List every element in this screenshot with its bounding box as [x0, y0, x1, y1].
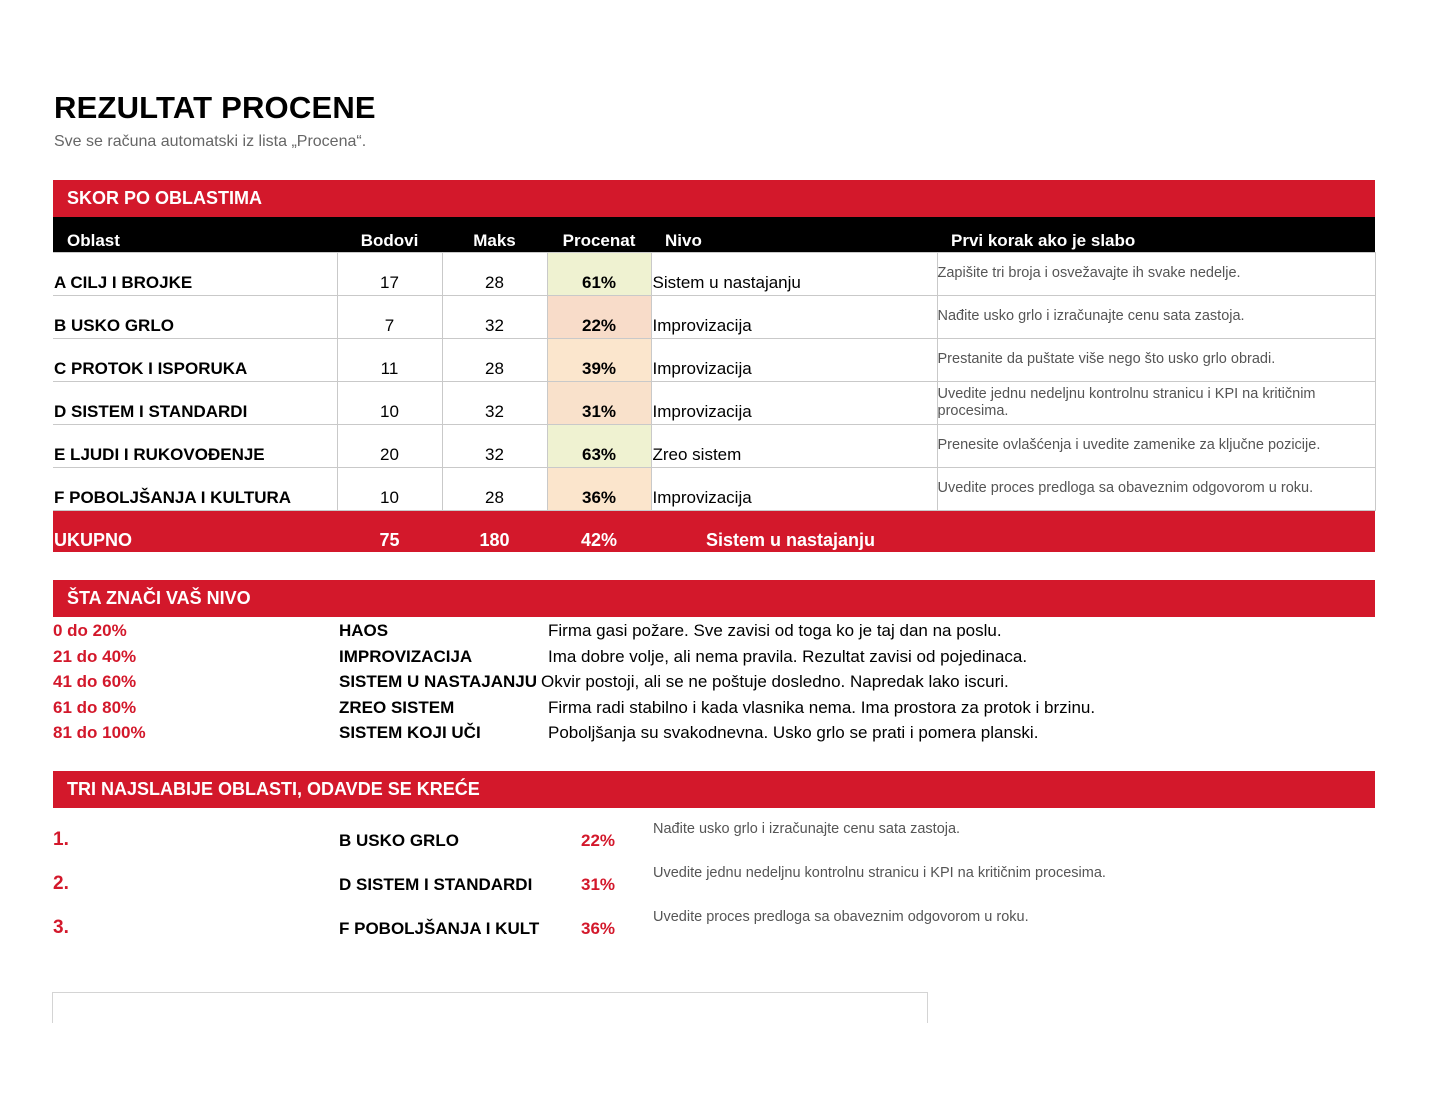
col-header-level: Nivo	[651, 217, 937, 253]
points-value: 7	[337, 296, 442, 339]
points-value: 17	[337, 253, 442, 296]
max-value: 32	[442, 382, 547, 425]
score-row	[53, 339, 1375, 382]
points-value: 20	[337, 425, 442, 468]
level-item	[53, 697, 1375, 723]
score-table	[53, 217, 1376, 552]
weak-first-step: Uvedite proces predloga sa obaveznim odgovorom u roku.	[653, 909, 1029, 925]
level-value: Improvizacija	[651, 382, 937, 425]
weak-area-name: B USKO GRLO	[339, 831, 459, 850]
area-name: C PROTOK I ISPORUKA	[53, 339, 337, 382]
level-name: SISTEM KOJI UČI	[339, 723, 481, 743]
score-table-header	[53, 217, 1375, 253]
level-description: Firma radi stabilno i kada vlasnika nema. Ima prostora za protok i brzinu.	[548, 697, 1096, 717]
weak-rank: 2.	[53, 873, 69, 894]
level-item	[53, 722, 1375, 748]
percent-value: 31%	[547, 382, 651, 425]
score-row	[53, 382, 1375, 425]
level-value: Sistem u nastajanju	[651, 253, 937, 296]
max-value: 28	[442, 339, 547, 382]
level-name: ZREO SISTEM	[339, 697, 455, 717]
percent-value: 61%	[547, 253, 651, 296]
first-step-text: Nađite usko grlo i izračunajte cenu sata zastoja.	[937, 296, 1375, 339]
level-range: 41 do 60%	[53, 672, 137, 692]
level-value: Improvizacija	[651, 468, 937, 511]
points-value: 10	[337, 382, 442, 425]
percent-value: 63%	[547, 425, 651, 468]
levels-list	[53, 620, 1375, 748]
first-step-text: Zapišite tri broja i osvežavajte ih svake nedelje.	[937, 253, 1375, 296]
score-row	[53, 425, 1375, 468]
percent-value: 39%	[547, 339, 651, 382]
area-name: E LJUDI I RUKOVOĐENJE	[53, 425, 337, 468]
level-description: Ima dobre volje, ali nema pravila. Rezultat zavisi od pojedinaca.	[548, 646, 1028, 666]
level-item	[53, 620, 1375, 646]
col-header-percent: Procenat	[547, 217, 651, 253]
first-step-text: Uvedite jednu nedeljnu kontrolnu stranicu i KPI na kritičnim procesima.	[937, 382, 1375, 425]
weak-area-item	[53, 819, 1375, 863]
weak-percent: 31%	[580, 875, 616, 894]
area-name: F POBOLJŠANJA I KULTURA	[53, 468, 337, 511]
weak-area-name: F POBOLJŠANJA I KULT	[339, 919, 540, 938]
level-range: 81 do 100%	[53, 723, 146, 743]
level-description: Poboljšanja su svakodnevna. Usko grlo se prati i pomera planski.	[548, 723, 1039, 743]
percent-value: 36%	[547, 468, 651, 511]
level-description: Firma gasi požare. Sve zavisi od toga ko je taj dan na poslu.	[548, 621, 1002, 640]
points-value: 11	[337, 339, 442, 382]
level-name: SISTEM U NASTAJANJU	[339, 672, 538, 692]
weak-area-item	[53, 863, 1375, 907]
level-value: Improvizacija	[651, 339, 937, 382]
total-points: 75	[337, 511, 442, 552]
level-range: 61 do 80%	[53, 697, 137, 717]
score-row	[53, 296, 1375, 339]
weakest-list	[53, 819, 1375, 951]
level-value: Zreo sistem	[651, 425, 937, 468]
level-name: HAOS	[339, 621, 389, 640]
col-header-points: Bodovi	[337, 217, 442, 253]
score-row	[53, 253, 1375, 296]
col-header-area: Oblast	[53, 217, 337, 253]
score-section-header: SKOR PO OBLASTIMA	[53, 180, 1375, 217]
level-description: Okvir postoji, ali se ne poštuje dosledno. Napredak lako iscuri.	[541, 672, 1009, 692]
max-value: 32	[442, 425, 547, 468]
first-step-text: Prenesite ovlašćenja i uvedite zamenike za ključne pozicije.	[937, 425, 1375, 468]
page-subtitle: Sve se računa automatski iz lista „Procena“.	[54, 133, 367, 150]
level-range: 21 do 40%	[53, 646, 137, 666]
total-level: Sistem u nastajanju	[651, 511, 1375, 552]
first-step-text: Uvedite proces predloga sa obaveznim odgovorom u roku.	[937, 468, 1375, 511]
max-value: 28	[442, 253, 547, 296]
area-name: D SISTEM I STANDARDI	[53, 382, 337, 425]
col-header-first-step: Prvi korak ako je slabo	[937, 217, 1375, 253]
weak-area-item	[53, 907, 1375, 951]
weakest-section-header: TRI NAJSLABIJE OBLASTI, ODAVDE SE KREĆE	[53, 771, 1375, 808]
weak-first-step: Nađite usko grlo i izračunajte cenu sata zastoja.	[653, 821, 961, 837]
weak-area-name: D SISTEM I STANDARDI	[339, 875, 533, 894]
weak-rank: 1.	[53, 829, 69, 850]
empty-cell-frame	[52, 992, 928, 1023]
score-row	[53, 468, 1375, 511]
level-item	[53, 671, 1375, 697]
total-percent: 42%	[547, 511, 651, 552]
col-header-max: Maks	[442, 217, 547, 253]
levels-section-header: ŠTA ZNAČI VAŠ NIVO	[53, 580, 1375, 617]
level-value: Improvizacija	[651, 296, 937, 339]
area-name: B USKO GRLO	[53, 296, 337, 339]
page-title: REZULTAT PROCENE	[54, 90, 376, 125]
total-label: UKUPNO	[53, 511, 337, 552]
points-value: 10	[337, 468, 442, 511]
weak-percent: 36%	[580, 919, 616, 938]
level-item	[53, 646, 1375, 672]
area-name: A CILJ I BROJKE	[53, 253, 337, 296]
total-max: 180	[442, 511, 547, 552]
max-value: 28	[442, 468, 547, 511]
level-name: IMPROVIZACIJA	[339, 646, 473, 666]
total-row	[53, 511, 1375, 552]
first-step-text: Prestanite da puštate više nego što usko grlo obradi.	[937, 339, 1375, 382]
percent-value: 22%	[547, 296, 651, 339]
weak-rank: 3.	[53, 917, 69, 938]
max-value: 32	[442, 296, 547, 339]
weak-first-step: Uvedite jednu nedeljnu kontrolnu stranicu i KPI na kritičnim procesima.	[653, 865, 1106, 881]
weak-percent: 22%	[580, 831, 616, 850]
level-range: 0 do 20%	[53, 621, 127, 640]
